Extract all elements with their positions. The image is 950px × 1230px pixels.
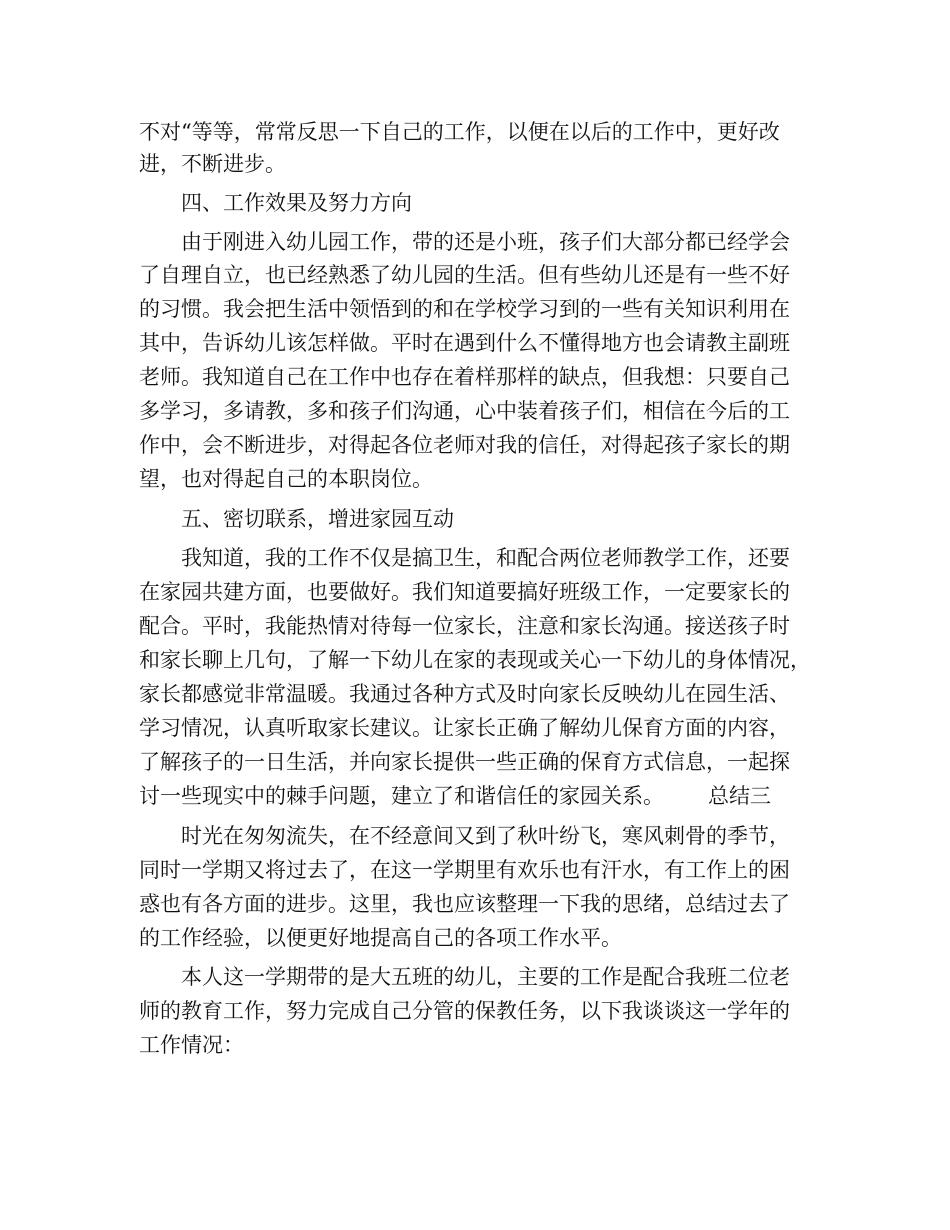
text-line: 老师。我知道自己在工作中也存在着样那样的缺点，但我想：只要自己 — [139, 365, 790, 389]
text-line: 本人这一学期带的是大五班的幼儿，主要的工作是配合我班二位老 — [181, 965, 790, 989]
text-line: 作中，会不断进步，对得起各位老师对我的信任，对得起孩子家长的期 — [139, 433, 790, 457]
text-line: 惑也有各方面的进步。这里，我也应该整理一下我的思绪，总结过去了 — [139, 892, 790, 916]
text-line: 讨一些现实中的棘手问题，建立了和谐信任的家园关系。 — [139, 784, 664, 808]
text-line: 我知道，我的工作不仅是搞卫生，和配合两位老师教学工作，还要 — [181, 546, 790, 570]
text-line: 的习惯。我会把生活中领悟到的和在学校学习到的一些有关知识利用在 — [139, 297, 790, 321]
text-line: 了解孩子的一日生活，并向家长提供一些正确的保育方式信息，一起探 — [139, 750, 790, 774]
text-line: 的工作经验，以便更好地提高自己的各项工作水平。 — [139, 926, 622, 950]
text-line: 学习情况，认真听取家长建议。让家长正确了解幼儿保育方面的内容， — [139, 716, 790, 740]
text-line: 多学习，多请教，多和孩子们沟通，心中装着孩子们，相信在今后的工 — [139, 399, 790, 423]
text-line: 由于刚进入幼儿园工作，带的还是小班，孩子们大部分都已经学会 — [181, 230, 790, 254]
text-line: 时光在匆匆流失，在不经意间又到了秋叶纷飞，寒风刺骨的季节， — [181, 824, 790, 848]
section-heading-5: 五、密切联系，增进家园互动 — [181, 507, 454, 531]
text-line: 不对“等等，常常反思一下自己的工作，以便在以后的工作中，更好改 — [139, 120, 780, 144]
text-line: 在家园共建方面，也要做好。我们知道要搞好班级工作，一定要家长的 — [139, 580, 790, 604]
text-line: 进，不断进步。 — [139, 152, 286, 176]
text-line: 工作情况： — [139, 1033, 244, 1057]
text-line: 家长都感觉非常温暖。我通过各种方式及时向家长反映幼儿在园生活、 — [139, 682, 790, 706]
text-line: 师的教育工作，努力完成自己分管的保教任务，以下我谈谈这一学年的 — [139, 999, 790, 1023]
text-line: 其中，告诉幼儿该怎样做。平时在遇到什么不懂得地方也会请教主副班 — [139, 331, 790, 355]
text-line-with-title — [139, 780, 839, 812]
text-line: 和家长聊上几句，了解一下幼儿在家的表现或关心一下幼儿的身体情况， — [139, 648, 811, 672]
section-heading-4: 四、工作效果及努力方向 — [181, 191, 412, 215]
text-line: 配合。平时，我能热情对待每一位家长，注意和家长沟通。接送孩子时 — [139, 614, 790, 638]
section-title: 总结三 — [708, 784, 771, 808]
text-line: 了自理自立，也已经熟悉了幼儿园的生活。但有些幼儿还是有一些不好 — [139, 263, 790, 287]
text-line: 同时一学期又将过去了，在这一学期里有欢乐也有汗水，有工作上的困 — [139, 858, 790, 882]
text-line: 望，也对得起自己的本职岗位。 — [139, 467, 433, 491]
